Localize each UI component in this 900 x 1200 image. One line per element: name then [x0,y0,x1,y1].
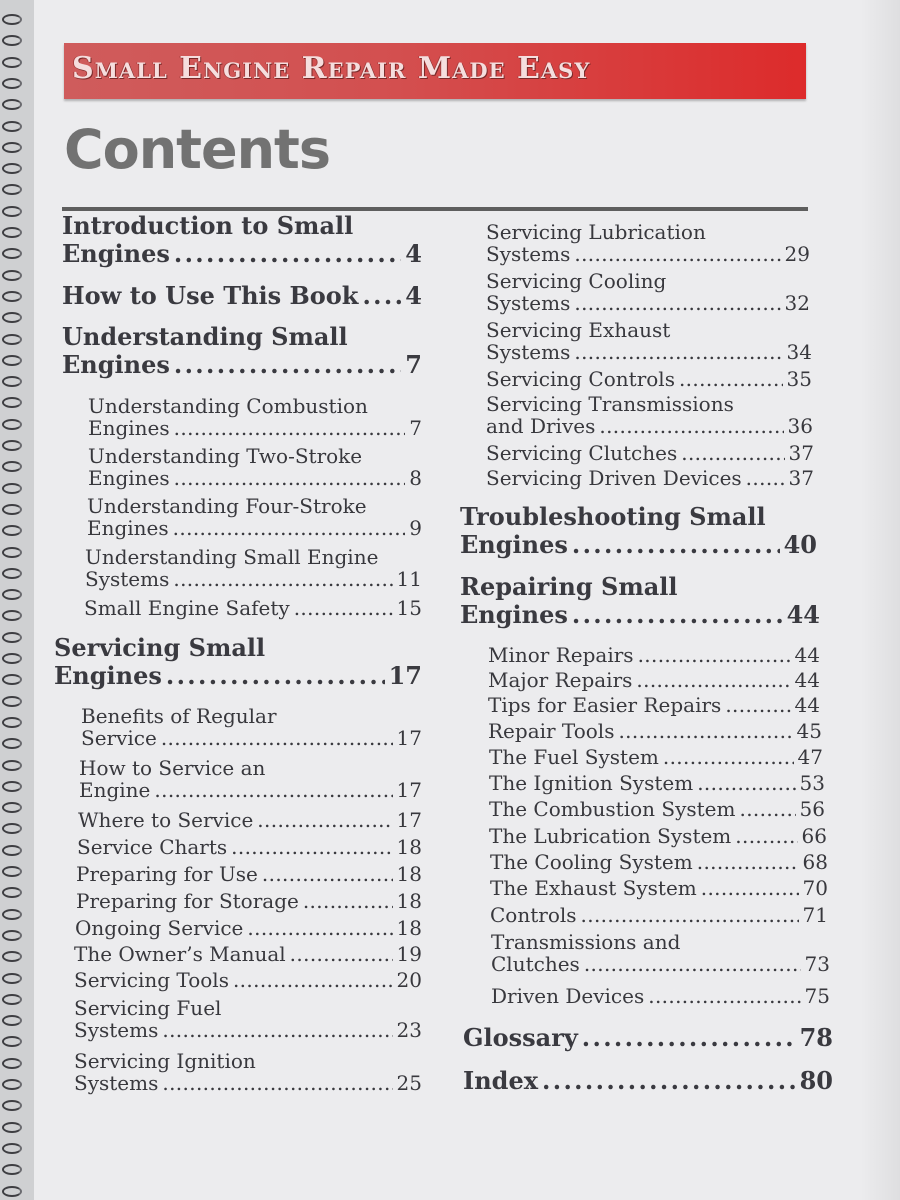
toc-page-number: 9 [409,516,422,540]
toc-subentry-major-repairs [488,670,820,690]
binding-ring [2,823,22,834]
binding-ring [2,99,22,110]
toc-entry-glossary [463,1023,833,1052]
leader-dots [574,244,780,264]
toc-subentry-tips [488,695,820,715]
toc-page-number: 37 [788,441,814,465]
binding-ring [2,1058,22,1069]
toc-entry-how-to-use [62,281,422,310]
toc-entry-line: Transmissions and [491,930,681,954]
toc-entry-understanding [62,322,422,379]
binding-ring [2,1015,22,1026]
toc-entry-line: Repairing Small [460,572,678,601]
toc-entry-line: Servicing Lubrication [486,220,706,244]
binding-ring [2,270,22,281]
binding-ring [2,547,22,558]
toc-entry-label: Systems [486,291,571,315]
leader-dots [572,533,780,557]
toc-entry-label: Tips for Easier Repairs [488,693,722,717]
leader-dots [294,598,393,618]
leader-dots [174,353,401,377]
leader-dots [262,864,393,884]
leader-dots [599,416,783,436]
toc-page-number: 34 [786,340,812,364]
toc-entry-label: Controls [490,903,577,927]
toc-page-number: 68 [802,850,828,874]
toc-entry-label: How to Use This Book [62,281,359,310]
binding-ring [2,845,22,856]
toc-entry-label: Small Engine Safety [84,596,290,620]
binding-ring [2,504,22,515]
toc-subentry-fuel [74,998,422,1040]
toc-entry-label: Servicing Controls [486,367,675,391]
toc-page-number: 71 [802,903,828,927]
toc-entry-label: Clutches [491,952,580,976]
binding-ring [2,717,22,728]
toc-page-number: 35 [786,367,812,391]
binding-ring [2,248,22,259]
toc-entry-label: Ongoing Service [75,916,244,940]
leader-dots [725,695,790,715]
leader-dots [574,342,782,362]
toc-entry-line: Introduction to Small [62,211,354,240]
toc-page-number: 44 [794,643,820,667]
toc-subentry-benefits [81,706,422,748]
binding-ring [2,291,22,302]
binding-ring [2,1164,22,1175]
binding-ring [2,951,22,962]
toc-page-number: 17 [388,661,422,690]
toc-page-number: 78 [799,1023,833,1052]
toc-entry-label: Glossary [463,1023,578,1052]
spiral-binding [0,0,34,1200]
leader-dots [581,905,799,925]
toc-subentry-driven-devices-2 [491,986,830,1006]
toc-subentry-where [78,810,422,830]
binding-ring [2,866,22,877]
leader-dots [638,645,791,665]
toc-entry-label: The Fuel System [489,745,659,769]
page-shadow [860,0,900,1200]
leader-dots [739,799,795,819]
binding-ring [2,696,22,707]
binding-ring [2,632,22,643]
binding-ring [2,121,22,132]
leader-dots [231,837,392,857]
toc-entry-line: Troubleshooting Small [460,502,766,531]
binding-ring [2,568,22,579]
toc-subentry-exhaust-system [490,878,828,898]
toc-page-number: 36 [787,414,813,438]
leader-dots [542,1069,796,1093]
leader-dots [746,468,785,488]
leader-dots [303,891,393,911]
binding-ring [2,525,22,536]
book-page [34,0,900,1200]
leader-dots [247,918,392,938]
toc-page-number: 8 [409,466,422,490]
toc-subentry-use [76,864,422,884]
toc-subentry-exhaust [486,320,812,362]
leader-dots [162,1073,392,1093]
toc-page-number: 45 [796,719,822,743]
toc-subentry-charts [77,837,422,857]
toc-page-number: 73 [804,952,830,976]
toc-page-number: 37 [788,466,814,490]
toc-page-number: 70 [802,876,828,900]
toc-entry-label: Engines [87,516,169,540]
toc-subentry-driven-devices [486,468,814,488]
toc-entry-label: Engines [62,239,170,268]
toc-entry-repairing [460,572,820,629]
leader-dots [174,468,406,488]
toc-entry-servicing [54,633,422,690]
toc-entry-line: Understanding Four-Stroke [87,494,367,518]
toc-entry-introduction [62,211,422,268]
toc-entry-label: Systems [74,1071,159,1095]
binding-ring [2,206,22,217]
toc-entry-line: Understanding Small [62,322,348,351]
page-title: Contents [64,118,331,181]
toc-page-number: 11 [396,567,422,591]
binding-ring [2,781,22,792]
toc-page-number: 53 [799,771,825,795]
toc-entry-line: Servicing Ignition [74,1049,256,1073]
toc-page-number: 66 [801,824,827,848]
leader-dots [735,826,797,846]
toc-entry-index [463,1066,833,1095]
binding-ring [2,419,22,430]
leader-dots [584,954,801,974]
leader-dots [648,986,800,1006]
toc-page-number: 23 [396,1018,422,1042]
binding-ring [2,760,22,771]
toc-page-number: 19 [396,942,422,966]
toc-entry-label: Index [463,1066,539,1095]
toc-page-number: 75 [804,984,830,1008]
leader-dots [161,728,393,748]
toc-subentry-ongoing [75,918,422,938]
binding-ring [2,994,22,1005]
toc-entry-label: The Ignition System [489,771,694,795]
toc-subentry-manual [74,944,422,964]
toc-subentry-cooling-system [490,852,828,872]
header-banner [64,43,806,99]
banner-title: Small Engine Repair Made Easy [72,51,591,86]
toc-entry-label: Where to Service [78,808,254,832]
toc-page-number: 4 [405,239,422,268]
binding-ring [2,35,22,46]
toc-page-number: 29 [784,242,810,266]
toc-page-number: 25 [396,1071,422,1095]
binding-ring [2,483,22,494]
binding-ring [2,78,22,89]
toc-page-number: 17 [396,778,422,802]
toc-page-number: 47 [797,745,823,769]
binding-ring [2,653,22,664]
leader-dots [154,780,392,800]
toc-page-number: 7 [409,416,422,440]
toc-subentry-four-stroke [87,496,422,538]
toc-page-number: 15 [396,596,422,620]
toc-page-number: 17 [396,808,422,832]
toc-entry-line: Understanding Small Engine [85,545,379,569]
toc-subentry-ignition [74,1051,422,1093]
toc-entry-label: Engines [460,600,568,629]
toc-entry-label: Driven Devices [491,984,645,1008]
toc-entry-label: Servicing Clutches [486,441,678,465]
binding-ring [2,802,22,813]
toc-subentry-two-stroke [88,446,422,488]
leader-dots [663,747,794,767]
toc-entry-label: and Drives [486,414,596,438]
toc-subentry-storage [76,891,422,911]
toc-entry-label: Minor Repairs [488,643,634,667]
binding-ring [2,163,22,174]
toc-subentry-fuel-system [489,747,823,767]
binding-ring [2,142,22,153]
toc-entry-label: Engine [79,778,151,802]
toc-subentry-cooling [486,271,810,313]
toc-entry-line: How to Service an [79,756,266,780]
leader-dots [679,369,783,389]
toc-subentry-transmissions-clutches [491,932,830,974]
binding-ring [2,738,22,749]
toc-entry-label: Engines [88,466,170,490]
leader-dots [162,1020,392,1040]
binding-ring [2,930,22,941]
leader-dots [257,810,392,830]
toc-entry-label: Servicing Tools [74,968,229,992]
leader-dots [618,721,792,741]
leader-dots [681,443,784,463]
leader-dots [697,773,795,793]
binding-ring [2,674,22,685]
toc-entry-label: Systems [486,340,571,364]
toc-entry-label: Major Repairs [488,668,633,692]
leader-dots [290,944,393,964]
toc-page-number: 44 [794,693,820,717]
binding-ring [2,440,22,451]
binding-ring [2,227,22,238]
toc-subentry-clutches [486,443,814,463]
leader-dots [166,664,385,688]
toc-entry-line: Servicing Cooling [486,269,667,293]
binding-ring [2,1036,22,1047]
toc-subentry-controls-2 [490,905,828,925]
toc-entry-label: Engines [62,350,170,379]
toc-subentry-how-to-service [79,758,422,800]
toc-entry-line: Servicing Small [54,633,266,662]
toc-entry-label: Engines [54,661,162,690]
toc-entry-line: Understanding Combustion [88,394,368,418]
toc-subentry-combustion [88,396,422,438]
binding-ring [2,312,22,323]
toc-page-number: 18 [396,889,422,913]
leader-dots [173,569,392,589]
binding-ring [2,14,22,25]
toc-subentry-controls [486,369,812,389]
toc-subentry-systems [85,547,422,589]
toc-subentry-transmissions [486,394,813,436]
binding-ring [2,355,22,366]
toc-entry-label: Systems [85,567,170,591]
toc-entry-label: The Combustion System [489,797,736,821]
toc-page-number: 18 [396,916,422,940]
binding-ring [2,1079,22,1090]
toc-entry-line: Servicing Transmissions [486,392,734,416]
toc-entry-label: Servicing Driven Devices [486,466,742,490]
toc-entry-label: Service [81,726,157,750]
leader-dots [174,242,401,266]
toc-entry-label: Preparing for Storage [76,889,299,913]
binding-ring [2,57,22,68]
binding-ring [2,1122,22,1133]
binding-ring [2,1186,22,1197]
leader-dots [697,852,799,872]
binding-ring [2,610,22,621]
toc-entry-label: Engines [88,416,170,440]
toc-entry-label: The Exhaust System [490,876,697,900]
toc-subentry-combustion-system [489,799,825,819]
toc-page-number: 44 [786,600,820,629]
toc-subentry-safety [84,598,422,618]
toc-subentry-tools [74,970,422,990]
toc-entry-troubleshooting [460,502,817,559]
toc-page-number: 17 [396,726,422,750]
leader-dots [574,293,780,313]
toc-page-number: 56 [799,797,825,821]
toc-subentry-lubrication-system [489,826,827,846]
toc-entry-label: Service Charts [77,835,228,859]
binding-ring [2,887,22,898]
binding-ring [2,461,22,472]
toc-page-number: 80 [799,1066,833,1095]
toc-page-number: 7 [405,350,422,379]
toc-entry-line: Benefits of Regular [81,704,277,728]
binding-ring [2,909,22,920]
leader-dots [572,603,783,627]
binding-ring [2,589,22,600]
toc-page-number: 44 [794,668,820,692]
toc-entry-label: Systems [74,1018,159,1042]
toc-subentry-ignition-system [489,773,825,793]
leader-dots [362,284,401,308]
toc-entry-line: Understanding Two-Stroke [88,444,363,468]
toc-entry-label: Repair Tools [488,719,615,743]
leader-dots [701,878,799,898]
leader-dots [636,670,790,690]
binding-ring [2,973,22,984]
leader-dots [174,418,406,438]
toc-entry-line: Servicing Exhaust [486,318,671,342]
toc-page-number: 20 [396,968,422,992]
toc-entry-line: Servicing Fuel [74,996,222,1020]
toc-subentry-lubrication [486,222,810,264]
toc-page-number: 40 [783,530,817,559]
toc-entry-label: Preparing for Use [76,862,258,886]
binding-ring [2,1143,22,1154]
toc-page-number: 18 [396,835,422,859]
toc-page-number: 32 [784,291,810,315]
toc-entry-label: Engines [460,530,568,559]
toc-subentry-minor-repairs [488,645,820,665]
binding-ring [2,397,22,408]
binding-ring [2,1100,22,1111]
leader-dots [582,1026,796,1050]
toc-entry-label: The Owner’s Manual [74,942,286,966]
leader-dots [233,970,393,990]
binding-ring [2,376,22,387]
toc-entry-label: The Lubrication System [489,824,732,848]
toc-page-number: 4 [405,281,422,310]
binding-ring [2,334,22,345]
binding-ring [2,184,22,195]
toc-subentry-repair-tools [488,721,822,741]
toc-entry-label: Systems [486,242,571,266]
toc-entry-label: The Cooling System [490,850,693,874]
toc-page-number: 18 [396,862,422,886]
leader-dots [173,518,406,538]
